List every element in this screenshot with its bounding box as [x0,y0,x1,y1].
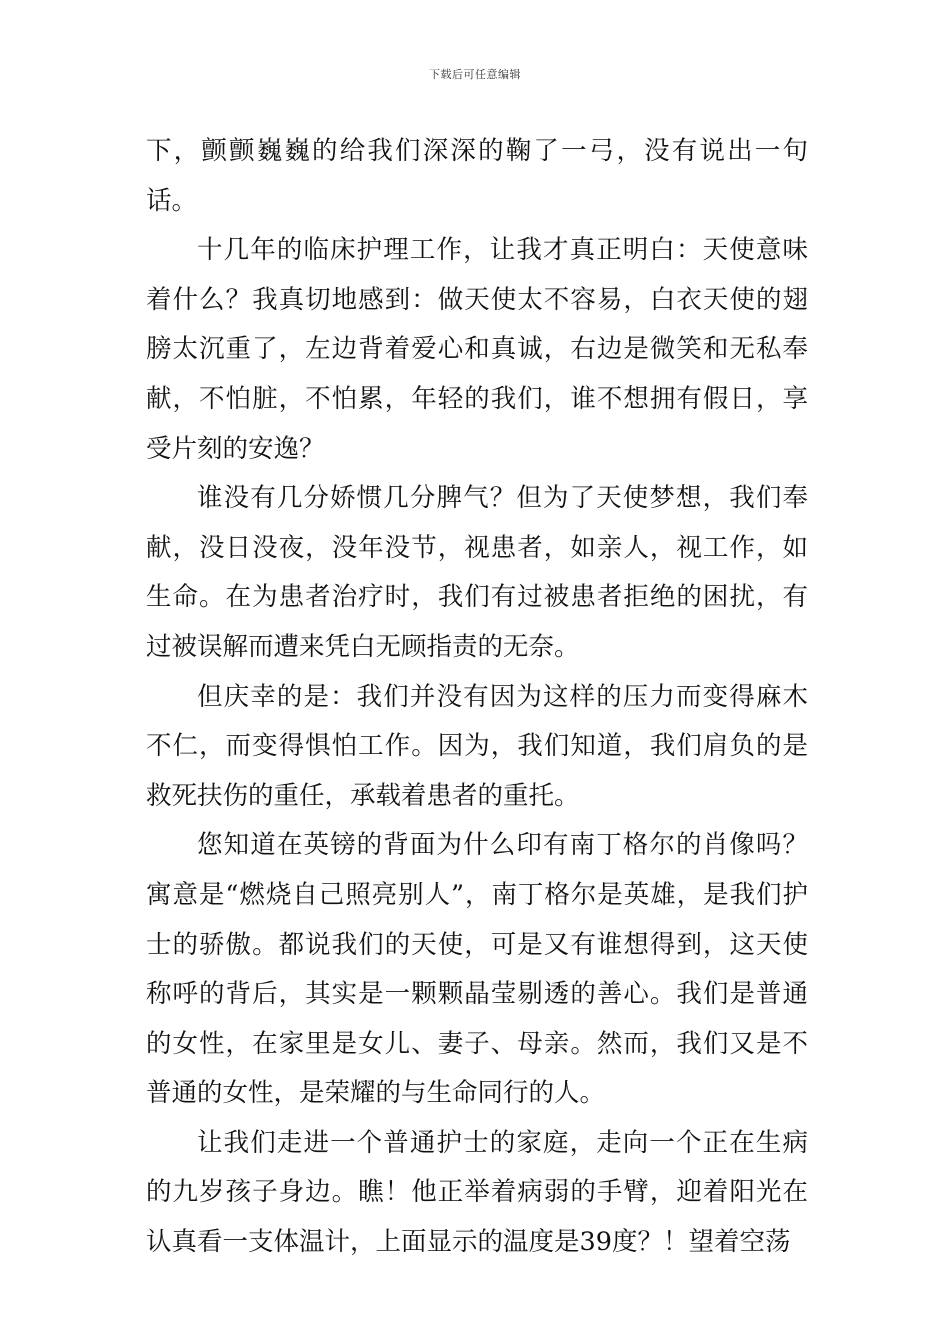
paragraph-5: 您知道在英镑的背面为什么印有南丁格尔的肖像吗？寓意是“燃烧自己照亮别人”，南丁格尔是英雄，是我们护士的骄傲。都说我们的天使，可是又有谁想得到，这天使称呼的背后，其实是一颗颗晶莹剔透的善心。我们是普通的女性，在家里是女儿、妻子、母亲。然而，我们又是不普通的女性，是荣耀的与生命同行的人。 [146,830,808,1109]
paragraph-1: 下，颤颤巍巍的给我们深深的鞠了一弓，没有说出一句话。 [146,136,808,216]
paragraph-2: 十几年的临床护理工作，让我才真正明白：天使意味着什么？我真切地感到：做天使太不容易，白衣天使的翅膀太沉重了，左边背着爱心和真诚，右边是微笑和无私奉献，不怕脏，不怕累，年轻的我们，谁不想拥有假日，享受片刻的安逸？ [146,235,808,464]
paragraph-6: 让我们走进一个普通护士的家庭，走向一个正在生病的九岁孩子身边。瞧！他正举着病弱的手臂，迎着阳光在认真看一支体温计，上面显示的温度是39度？！望着空荡 [146,1127,808,1258]
paragraph-3: 谁没有几分娇惯几分脾气？但为了天使梦想，我们奉献，没日没夜，没年没节，视患者，如亲人，视工作，如生命。在为患者治疗时，我们有过被患者拒绝的困扰，有过被误解而遭来凭白无顾指责的无奈。 [146,483,808,662]
document-body [146,127,808,1268]
paragraph-4: 但庆幸的是：我们并没有因为这样的压力而变得麻木不仁，而变得惧怕工作。因为，我们知道，我们肩负的是救死扶伤的重任，承载着患者的重托。 [146,681,808,811]
page-header: 下载后可任意编辑 [429,68,521,81]
